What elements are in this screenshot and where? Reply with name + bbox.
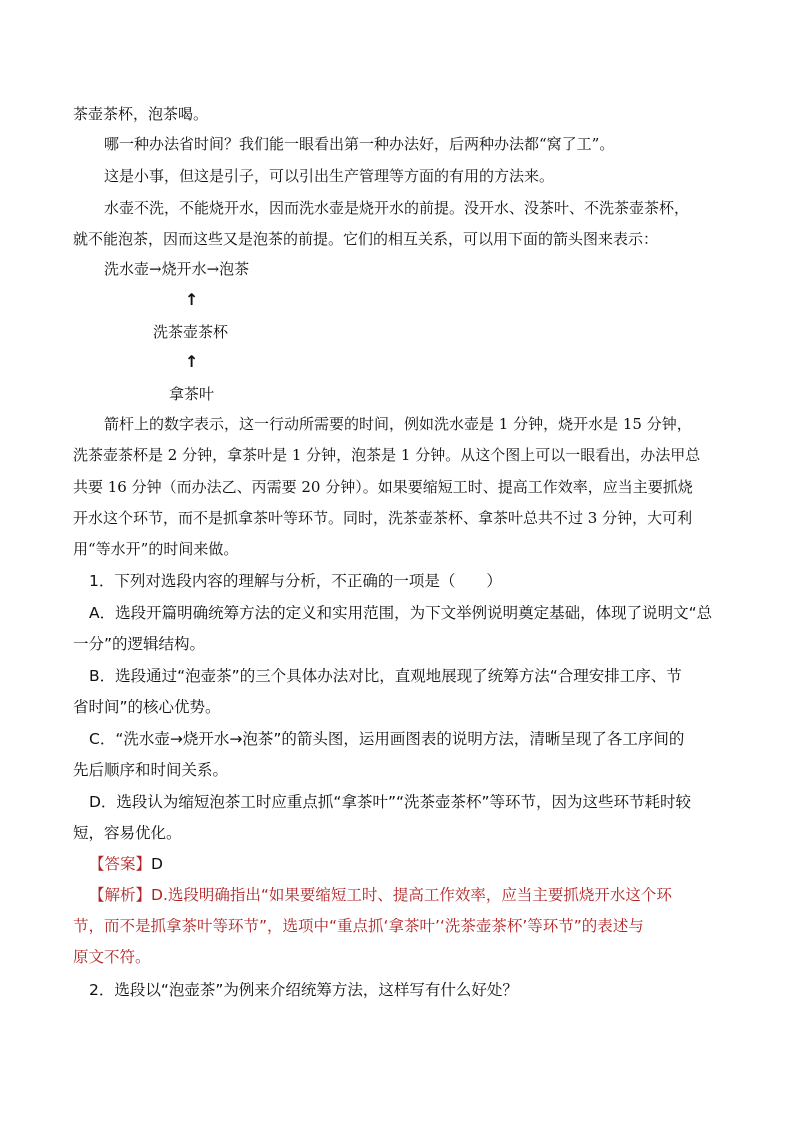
analysis-line: [89, 885, 672, 905]
answer-value: D: [151, 855, 163, 873]
passage-line: 用“等水开”的时间来做。: [73, 540, 239, 558]
up-arrow-icon: ↑: [185, 352, 199, 371]
passage-line: 茶壶茶杯，泡茶喝。: [73, 105, 209, 123]
passage-paragraph: 哪一种办法省时间？我们能一眼看出第一种办法好，后两种办法都“窝了工”。: [104, 135, 615, 153]
option-d-continued: 短，容易优化。: [73, 824, 182, 842]
passage-line: 共要 16 分钟（而办法乙、丙需要 20 分钟）。如果要缩短工时、提高工作效率，应当主要抓烧: [73, 478, 693, 496]
analysis-tag: 【解析】: [89, 886, 152, 904]
passage-paragraph: 水壶不洗，不能烧开水，因而洗水壶是烧开水的前提。没开水、没茶叶、不洗茶壶茶杯，: [104, 199, 690, 217]
option-a-continued: 一分”的逻辑结构。: [73, 635, 206, 653]
up-arrow-icon: ↑: [185, 290, 199, 309]
option-b: B．选段通过“泡壶茶”的三个具体办法对比，直观地展现了统筹方法“合理安排工序、节: [89, 667, 682, 685]
answer-tag: 【答案】: [89, 855, 152, 873]
option-d: D．选段认为缩短泡茶工时应重点抓“拿茶叶”“洗茶壶茶杯”等环节，因为这些环节耗时较: [89, 793, 692, 811]
passage-paragraph: 箭杆上的数字表示，这一行动所需要的时间，例如洗水壶是 1 分钟，烧开水是 15 分钟，: [104, 415, 692, 433]
analysis-continued: 原文不符。: [73, 948, 151, 966]
question-2-stem: 2．选段以“泡壶茶”为例来介绍统筹方法，这样写有什么好处？: [89, 981, 518, 999]
answer-line: [89, 854, 163, 874]
passage-line: 洗茶壶茶杯是 2 分钟，拿茶叶是 1 分钟，泡茶是 1 分钟。从这个图上可以一眼看出，办法甲总: [73, 446, 701, 464]
diagram-top-row: 洗水壶→烧开水→泡茶: [104, 260, 250, 278]
passage-line: 开水这个环节，而不是抓拿茶叶等环节。同时，洗茶壶茶杯、拿茶叶总共不过 3 分钟，大可利: [73, 509, 693, 527]
option-c-continued: 先后顺序和时间关系。: [73, 761, 229, 779]
option-b-continued: 省时间”的核心优势。: [73, 698, 221, 716]
analysis-continued: 节，而不是抓拿茶叶等环节”，选项中“重点抓‘拿茶叶’‘洗茶壶茶杯’等环节”的表述与: [73, 917, 644, 935]
diagram-node-wash-cups: 洗茶壶茶杯: [153, 323, 229, 341]
passage-line: 就不能泡茶，因而这些又是泡茶的前提。它们的相互关系，可以用下面的箭头图来表示：: [73, 230, 659, 248]
option-c: C．“洗水壶→烧开水→泡茶”的箭头图，运用画图表的说明方法，清晰呈现了各工序间的: [89, 730, 685, 748]
diagram-node-get-tea: 拿茶叶: [169, 385, 215, 403]
option-a: A．选段开篇明确统筹方法的定义和实用范围，为下文举例说明奠定基础，体现了说明文“总: [89, 604, 713, 622]
analysis-text: D.选段明确指出“如果要缩短工时、提高工作效率，应当主要抓烧开水这个环: [151, 886, 672, 904]
passage-paragraph: 这是小事，但这是引子，可以引出生产管理等方面的有用的方法来。: [104, 167, 555, 185]
question-stem: 1．下列对选段内容的理解与分析，不正确的一项是（ ）: [89, 572, 502, 590]
